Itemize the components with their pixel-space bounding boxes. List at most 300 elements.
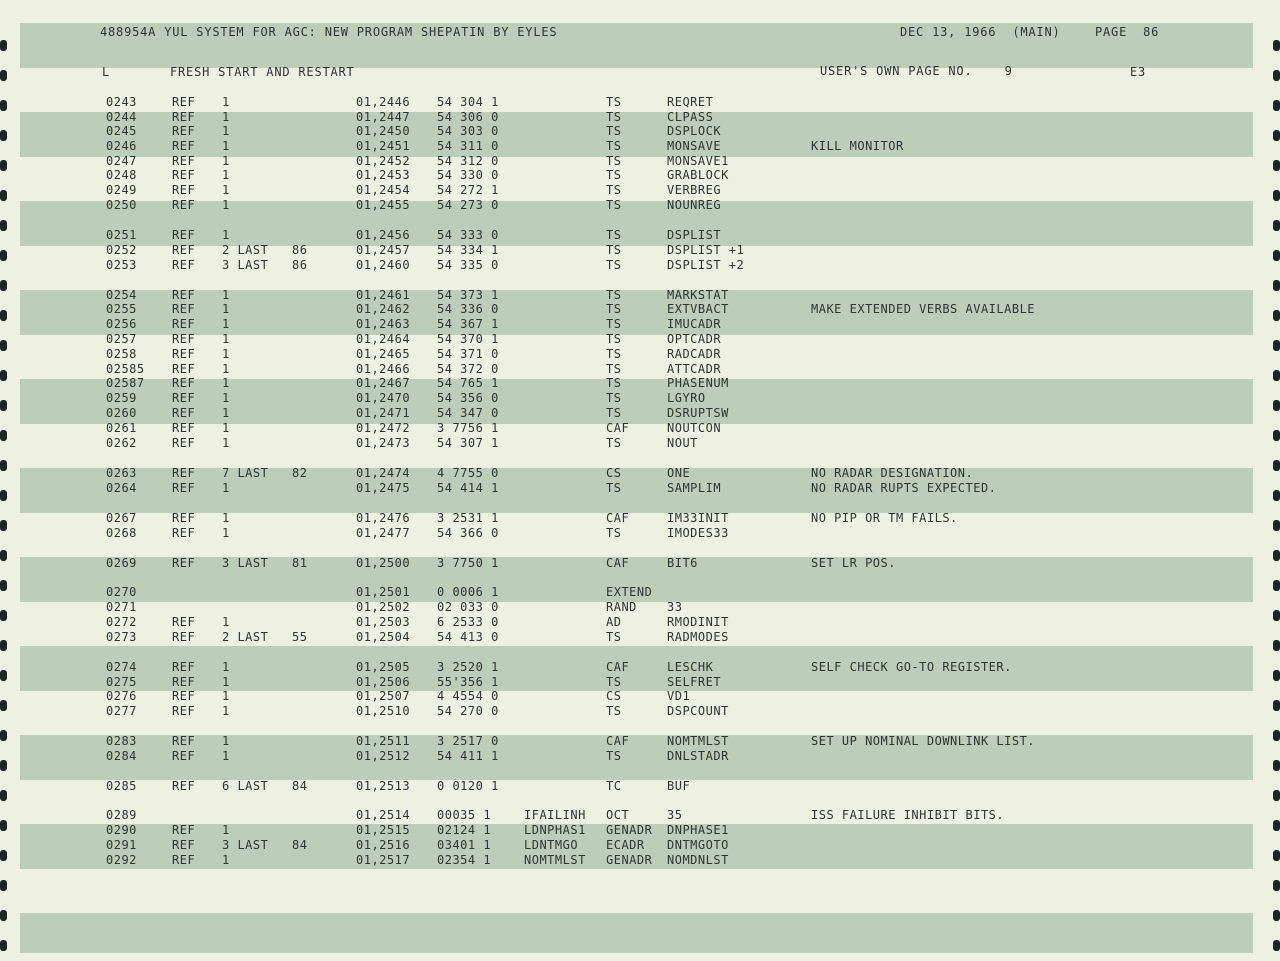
ref-label: REF xyxy=(172,749,196,763)
line-number: 0263 xyxy=(106,466,137,480)
address: 01,2475 xyxy=(356,481,411,495)
octal-code: 55'356 1 xyxy=(437,675,499,689)
feed-hole xyxy=(0,940,7,951)
symbol-label: IFAILINH xyxy=(524,808,586,822)
listing-header: 488954A YUL SYSTEM FOR AGC: NEW PROGRAM SHEPATIN BY EYLES xyxy=(100,25,558,39)
octal-code: 54 330 0 xyxy=(437,168,499,182)
opcode: TS xyxy=(606,258,622,272)
greenbar-band xyxy=(20,735,1253,780)
operand: ATTCADR xyxy=(667,362,722,376)
feed-hole xyxy=(1273,190,1280,201)
feed-hole xyxy=(0,340,7,351)
greenbar-band xyxy=(20,290,1253,335)
line-number: 0261 xyxy=(106,421,137,435)
ref-count: 1 xyxy=(222,406,230,420)
ref-count: 3 LAST xyxy=(222,258,269,272)
opcode: TS xyxy=(606,110,622,124)
comment: SELF CHECK GO-TO REGISTER. xyxy=(811,660,1012,674)
operand: DSPLOCK xyxy=(667,124,722,138)
greenbar-band xyxy=(20,646,1253,691)
ref-label: REF xyxy=(172,838,196,852)
feed-hole xyxy=(0,910,7,921)
feed-hole xyxy=(1273,940,1280,951)
feed-hole xyxy=(0,310,7,321)
operand: SAMPLIM xyxy=(667,481,722,495)
feed-hole xyxy=(1273,430,1280,441)
operand: LESCHK xyxy=(667,660,714,674)
feed-hole xyxy=(0,880,7,891)
operand: RMODINIT xyxy=(667,615,729,629)
line-number: 0258 xyxy=(106,347,137,361)
address: 01,2467 xyxy=(356,376,411,390)
operand: OPTCADR xyxy=(667,332,722,346)
comment: MAKE EXTENDED VERBS AVAILABLE xyxy=(811,302,1036,316)
ref-label: REF xyxy=(172,660,196,674)
ref-count: 1 xyxy=(222,198,230,212)
line-number: 0250 xyxy=(106,198,137,212)
ref-label: REF xyxy=(172,853,196,867)
line-number: 02585 xyxy=(106,362,145,376)
feed-hole xyxy=(1273,610,1280,621)
page-number: PAGE 86 xyxy=(1095,25,1160,39)
octal-code: 54 347 0 xyxy=(437,406,499,420)
opcode: TS xyxy=(606,526,622,540)
operand: DNPHASE1 xyxy=(667,823,729,837)
line-number: 0277 xyxy=(106,704,137,718)
ref-label: REF xyxy=(172,779,196,793)
operand: EXTVBACT xyxy=(667,302,729,316)
line-number: 0264 xyxy=(106,481,137,495)
feed-hole xyxy=(1273,70,1280,81)
octal-code: 3 2531 1 xyxy=(437,511,499,525)
operand: NOUTCON xyxy=(667,421,722,435)
octal-code: 54 411 1 xyxy=(437,749,499,763)
symbol-label: LDNPHAS1 xyxy=(524,823,586,837)
opcode: TS xyxy=(606,630,622,644)
ref-label: REF xyxy=(172,704,196,718)
users-page-number: USER'S OWN PAGE NO. 9 xyxy=(820,64,1013,78)
last-page: 84 xyxy=(292,838,308,852)
operand: DSPLIST xyxy=(667,228,722,242)
octal-code: 54 371 0 xyxy=(437,347,499,361)
ref-count: 1 xyxy=(222,362,230,376)
feed-hole xyxy=(0,700,7,711)
ref-label: REF xyxy=(172,436,196,450)
feed-hole xyxy=(1273,100,1280,111)
ref-label: REF xyxy=(172,823,196,837)
opcode: CS xyxy=(606,466,622,480)
comment: SET LR POS. xyxy=(811,556,896,570)
ref-label: REF xyxy=(172,615,196,629)
feed-hole xyxy=(1273,310,1280,321)
octal-code: 0 0120 1 xyxy=(437,779,499,793)
feed-hole xyxy=(1273,220,1280,231)
ref-count: 1 xyxy=(222,675,230,689)
comment: NO PIP OR TM FAILS. xyxy=(811,511,958,525)
opcode: CS xyxy=(606,689,622,703)
octal-code: 3 2520 1 xyxy=(437,660,499,674)
opcode: TS xyxy=(606,436,622,450)
opcode: TS xyxy=(606,362,622,376)
feed-hole xyxy=(0,490,7,501)
log-section-mark: L xyxy=(102,65,111,79)
line-number: 0257 xyxy=(106,332,137,346)
line-number: 0245 xyxy=(106,124,137,138)
ref-count: 1 xyxy=(222,154,230,168)
line-number: 0256 xyxy=(106,317,137,331)
opcode: GENADR xyxy=(606,823,653,837)
address: 01,2503 xyxy=(356,615,411,629)
ref-count: 1 xyxy=(222,302,230,316)
address: 01,2510 xyxy=(356,704,411,718)
octal-code: 54 334 1 xyxy=(437,243,499,257)
operand: 33 xyxy=(667,600,683,614)
symbol-label: LDNTMGO xyxy=(524,838,579,852)
address: 01,2502 xyxy=(356,600,411,614)
feed-hole xyxy=(0,130,7,141)
operand: IMODES33 xyxy=(667,526,729,540)
feed-hole xyxy=(1273,850,1280,861)
address: 01,2471 xyxy=(356,406,411,420)
feed-hole xyxy=(0,790,7,801)
octal-code: 54 304 1 xyxy=(437,95,499,109)
line-number: 0252 xyxy=(106,243,137,257)
feed-hole xyxy=(1273,820,1280,831)
address: 01,2507 xyxy=(356,689,411,703)
ref-count: 1 xyxy=(222,139,230,153)
octal-code: 54 333 0 xyxy=(437,228,499,242)
octal-code: 54 272 1 xyxy=(437,183,499,197)
address: 01,2506 xyxy=(356,675,411,689)
octal-code: 54 303 0 xyxy=(437,124,499,138)
ref-count: 1 xyxy=(222,749,230,763)
address: 01,2516 xyxy=(356,838,411,852)
last-page: 82 xyxy=(292,466,308,480)
feed-hole xyxy=(0,520,7,531)
address: 01,2477 xyxy=(356,526,411,540)
ref-label: REF xyxy=(172,139,196,153)
octal-code: 0 0006 1 xyxy=(437,585,499,599)
line-number: 0246 xyxy=(106,139,137,153)
ref-count: 1 xyxy=(222,376,230,390)
ref-count: 1 xyxy=(222,124,230,138)
octal-code: 54 413 0 xyxy=(437,630,499,644)
operand: LGYRO xyxy=(667,391,706,405)
address: 01,2500 xyxy=(356,556,411,570)
line-number: 0249 xyxy=(106,183,137,197)
ref-label: REF xyxy=(172,362,196,376)
feed-hole xyxy=(0,760,7,771)
ref-count: 1 xyxy=(222,689,230,703)
address: 01,2476 xyxy=(356,511,411,525)
ref-count: 1 xyxy=(222,481,230,495)
ref-label: REF xyxy=(172,526,196,540)
line-number: 0244 xyxy=(106,110,137,124)
operand: DNLSTADR xyxy=(667,749,729,763)
opcode: TS xyxy=(606,406,622,420)
ref-label: REF xyxy=(172,258,196,272)
address: 01,2452 xyxy=(356,154,411,168)
line-number: 0270 xyxy=(106,585,137,599)
feed-hole xyxy=(1273,730,1280,741)
line-number: 0247 xyxy=(106,154,137,168)
feed-hole xyxy=(0,160,7,171)
feed-hole xyxy=(0,730,7,741)
line-number: 0262 xyxy=(106,436,137,450)
feed-hole xyxy=(1273,400,1280,411)
octal-code: 54 335 0 xyxy=(437,258,499,272)
feed-hole xyxy=(1273,460,1280,471)
opcode: TS xyxy=(606,243,622,257)
feed-hole xyxy=(1273,160,1280,171)
octal-code: 54 336 0 xyxy=(437,302,499,316)
feed-hole xyxy=(0,370,7,381)
greenbar-band xyxy=(20,201,1253,246)
operand: IMUCADR xyxy=(667,317,722,331)
feed-hole xyxy=(0,640,7,651)
ref-count: 1 xyxy=(222,704,230,718)
ref-label: REF xyxy=(172,466,196,480)
operand: CLPASS xyxy=(667,110,714,124)
octal-code: 54 312 0 xyxy=(437,154,499,168)
ref-count: 1 xyxy=(222,823,230,837)
opcode: TS xyxy=(606,749,622,763)
ref-label: REF xyxy=(172,95,196,109)
address: 01,2454 xyxy=(356,183,411,197)
line-number: 0255 xyxy=(106,302,137,316)
operand: REQRET xyxy=(667,95,714,109)
ref-label: REF xyxy=(172,317,196,331)
octal-code: 54 373 1 xyxy=(437,288,499,302)
opcode: TS xyxy=(606,95,622,109)
greenbar-band xyxy=(20,468,1253,513)
comment: NO RADAR DESIGNATION. xyxy=(811,466,974,480)
feed-hole xyxy=(1273,250,1280,261)
feed-hole xyxy=(0,280,7,291)
address: 01,2455 xyxy=(356,198,411,212)
opcode: TS xyxy=(606,183,622,197)
line-number: 0267 xyxy=(106,511,137,525)
ref-count: 1 xyxy=(222,436,230,450)
greenbar-band xyxy=(20,913,1253,953)
opcode: TS xyxy=(606,332,622,346)
address: 01,2515 xyxy=(356,823,411,837)
ref-label: REF xyxy=(172,332,196,346)
last-page: 81 xyxy=(292,556,308,570)
ref-count: 1 xyxy=(222,347,230,361)
ref-count: 3 LAST xyxy=(222,838,269,852)
feed-hole xyxy=(0,670,7,681)
ref-count: 1 xyxy=(222,288,230,302)
operand: DSPLIST +1 xyxy=(667,243,745,257)
section-title: FRESH START AND RESTART xyxy=(170,65,355,79)
opcode: TS xyxy=(606,124,622,138)
operand: BIT6 xyxy=(667,556,698,570)
feed-hole xyxy=(0,550,7,561)
feed-hole xyxy=(0,820,7,831)
octal-code: 54 366 0 xyxy=(437,526,499,540)
address: 01,2504 xyxy=(356,630,411,644)
feed-hole xyxy=(0,400,7,411)
opcode: RAND xyxy=(606,600,637,614)
feed-hole xyxy=(0,70,7,81)
feed-hole xyxy=(0,430,7,441)
opcode: TS xyxy=(606,302,622,316)
ref-count: 1 xyxy=(222,526,230,540)
address: 01,2501 xyxy=(356,585,411,599)
feed-hole xyxy=(0,460,7,471)
opcode: GENADR xyxy=(606,853,653,867)
comment: SET UP NOMINAL DOWNLINK LIST. xyxy=(811,734,1036,748)
operand: RADMODES xyxy=(667,630,729,644)
ref-count: 1 xyxy=(222,317,230,331)
listing-date: DEC 13, 1966 (MAIN) xyxy=(900,25,1061,39)
opcode: TS xyxy=(606,228,622,242)
ref-label: REF xyxy=(172,675,196,689)
operand: NOMTMLST xyxy=(667,734,729,748)
opcode: TS xyxy=(606,391,622,405)
octal-code: 54 367 1 xyxy=(437,317,499,331)
ref-label: REF xyxy=(172,481,196,495)
feed-hole xyxy=(0,190,7,201)
opcode: ECADR xyxy=(606,838,645,852)
address: 01,2461 xyxy=(356,288,411,302)
opcode: TS xyxy=(606,481,622,495)
ref-label: REF xyxy=(172,302,196,316)
opcode: CAF xyxy=(606,511,630,525)
feed-hole xyxy=(0,610,7,621)
feed-hole xyxy=(1273,490,1280,501)
operand: 35 xyxy=(667,808,683,822)
ref-label: REF xyxy=(172,406,196,420)
address: 01,2466 xyxy=(356,362,411,376)
address: 01,2474 xyxy=(356,466,411,480)
octal-code: 4 7755 0 xyxy=(437,466,499,480)
address: 01,2450 xyxy=(356,124,411,138)
ref-count: 1 xyxy=(222,421,230,435)
octal-code: 54 765 1 xyxy=(437,376,499,390)
line-number: 0273 xyxy=(106,630,137,644)
address: 01,2453 xyxy=(356,168,411,182)
line-number: 0271 xyxy=(106,600,137,614)
ref-count: 2 LAST xyxy=(222,630,269,644)
octal-code: 3 2517 0 xyxy=(437,734,499,748)
line-number: 0291 xyxy=(106,838,137,852)
ref-label: REF xyxy=(172,110,196,124)
opcode: CAF xyxy=(606,421,630,435)
comment: NO RADAR RUPTS EXPECTED. xyxy=(811,481,997,495)
comment: ISS FAILURE INHIBIT BITS. xyxy=(811,808,1005,822)
ref-label: REF xyxy=(172,243,196,257)
feed-hole xyxy=(1273,40,1280,51)
operand: DSPCOUNT xyxy=(667,704,729,718)
ref-count: 1 xyxy=(222,391,230,405)
feed-hole xyxy=(1273,700,1280,711)
opcode: TS xyxy=(606,675,622,689)
operand: MONSAVE1 xyxy=(667,154,729,168)
ref-count: 1 xyxy=(222,183,230,197)
ref-label: REF xyxy=(172,168,196,182)
octal-code: 02 033 0 xyxy=(437,600,499,614)
opcode: TS xyxy=(606,198,622,212)
opcode: TS xyxy=(606,168,622,182)
greenbar-band xyxy=(20,112,1253,157)
ref-label: REF xyxy=(172,376,196,390)
ref-label: REF xyxy=(172,556,196,570)
ref-count: 3 LAST xyxy=(222,556,269,570)
octal-code: 3 7756 1 xyxy=(437,421,499,435)
last-page: 86 xyxy=(292,243,308,257)
feed-hole xyxy=(1273,520,1280,531)
octal-code: 00035 1 xyxy=(437,808,492,822)
ref-label: REF xyxy=(172,183,196,197)
address: 01,2464 xyxy=(356,332,411,346)
address: 01,2460 xyxy=(356,258,411,272)
operand: GRABLOCK xyxy=(667,168,729,182)
feed-hole xyxy=(1273,670,1280,681)
line-number: 0274 xyxy=(106,660,137,674)
ref-label: REF xyxy=(172,198,196,212)
ref-count: 1 xyxy=(222,511,230,525)
octal-code: 54 311 0 xyxy=(437,139,499,153)
operand: NOUNREG xyxy=(667,198,722,212)
ref-count: 1 xyxy=(222,228,230,242)
address: 01,2513 xyxy=(356,779,411,793)
ref-label: REF xyxy=(172,630,196,644)
line-number: 0259 xyxy=(106,391,137,405)
last-page: 84 xyxy=(292,779,308,793)
line-number: 0253 xyxy=(106,258,137,272)
ref-label: REF xyxy=(172,228,196,242)
ref-label: REF xyxy=(172,689,196,703)
feed-hole xyxy=(1273,790,1280,801)
feed-hole xyxy=(0,850,7,861)
ref-count: 1 xyxy=(222,660,230,674)
line-number: 0268 xyxy=(106,526,137,540)
address: 01,2447 xyxy=(356,110,411,124)
opcode: TS xyxy=(606,347,622,361)
opcode: TS xyxy=(606,376,622,390)
line-number: 0251 xyxy=(106,228,137,242)
ref-label: REF xyxy=(172,347,196,361)
octal-code: 54 372 0 xyxy=(437,362,499,376)
comment: KILL MONITOR xyxy=(811,139,904,153)
feed-hole xyxy=(1273,370,1280,381)
opcode: CAF xyxy=(606,660,630,674)
line-number: 0284 xyxy=(106,749,137,763)
symbol-label: NOMTMLST xyxy=(524,853,586,867)
operand: RADCADR xyxy=(667,347,722,361)
feed-hole xyxy=(1273,640,1280,651)
feed-hole xyxy=(1273,550,1280,561)
operand: IM33INIT xyxy=(667,511,729,525)
ref-count: 1 xyxy=(222,168,230,182)
ref-label: REF xyxy=(172,154,196,168)
feed-hole xyxy=(1273,910,1280,921)
feed-hole xyxy=(1273,130,1280,141)
opcode: CAF xyxy=(606,734,630,748)
octal-code: 02124 1 xyxy=(437,823,492,837)
feed-hole xyxy=(0,40,7,51)
octal-code: 54 356 0 xyxy=(437,391,499,405)
operand: DSRUPTSW xyxy=(667,406,729,420)
octal-code: 54 273 0 xyxy=(437,198,499,212)
address: 01,2473 xyxy=(356,436,411,450)
line-number: 0285 xyxy=(106,779,137,793)
ref-label: REF xyxy=(172,511,196,525)
greenbar-band xyxy=(20,379,1253,424)
last-page: 55 xyxy=(292,630,308,644)
